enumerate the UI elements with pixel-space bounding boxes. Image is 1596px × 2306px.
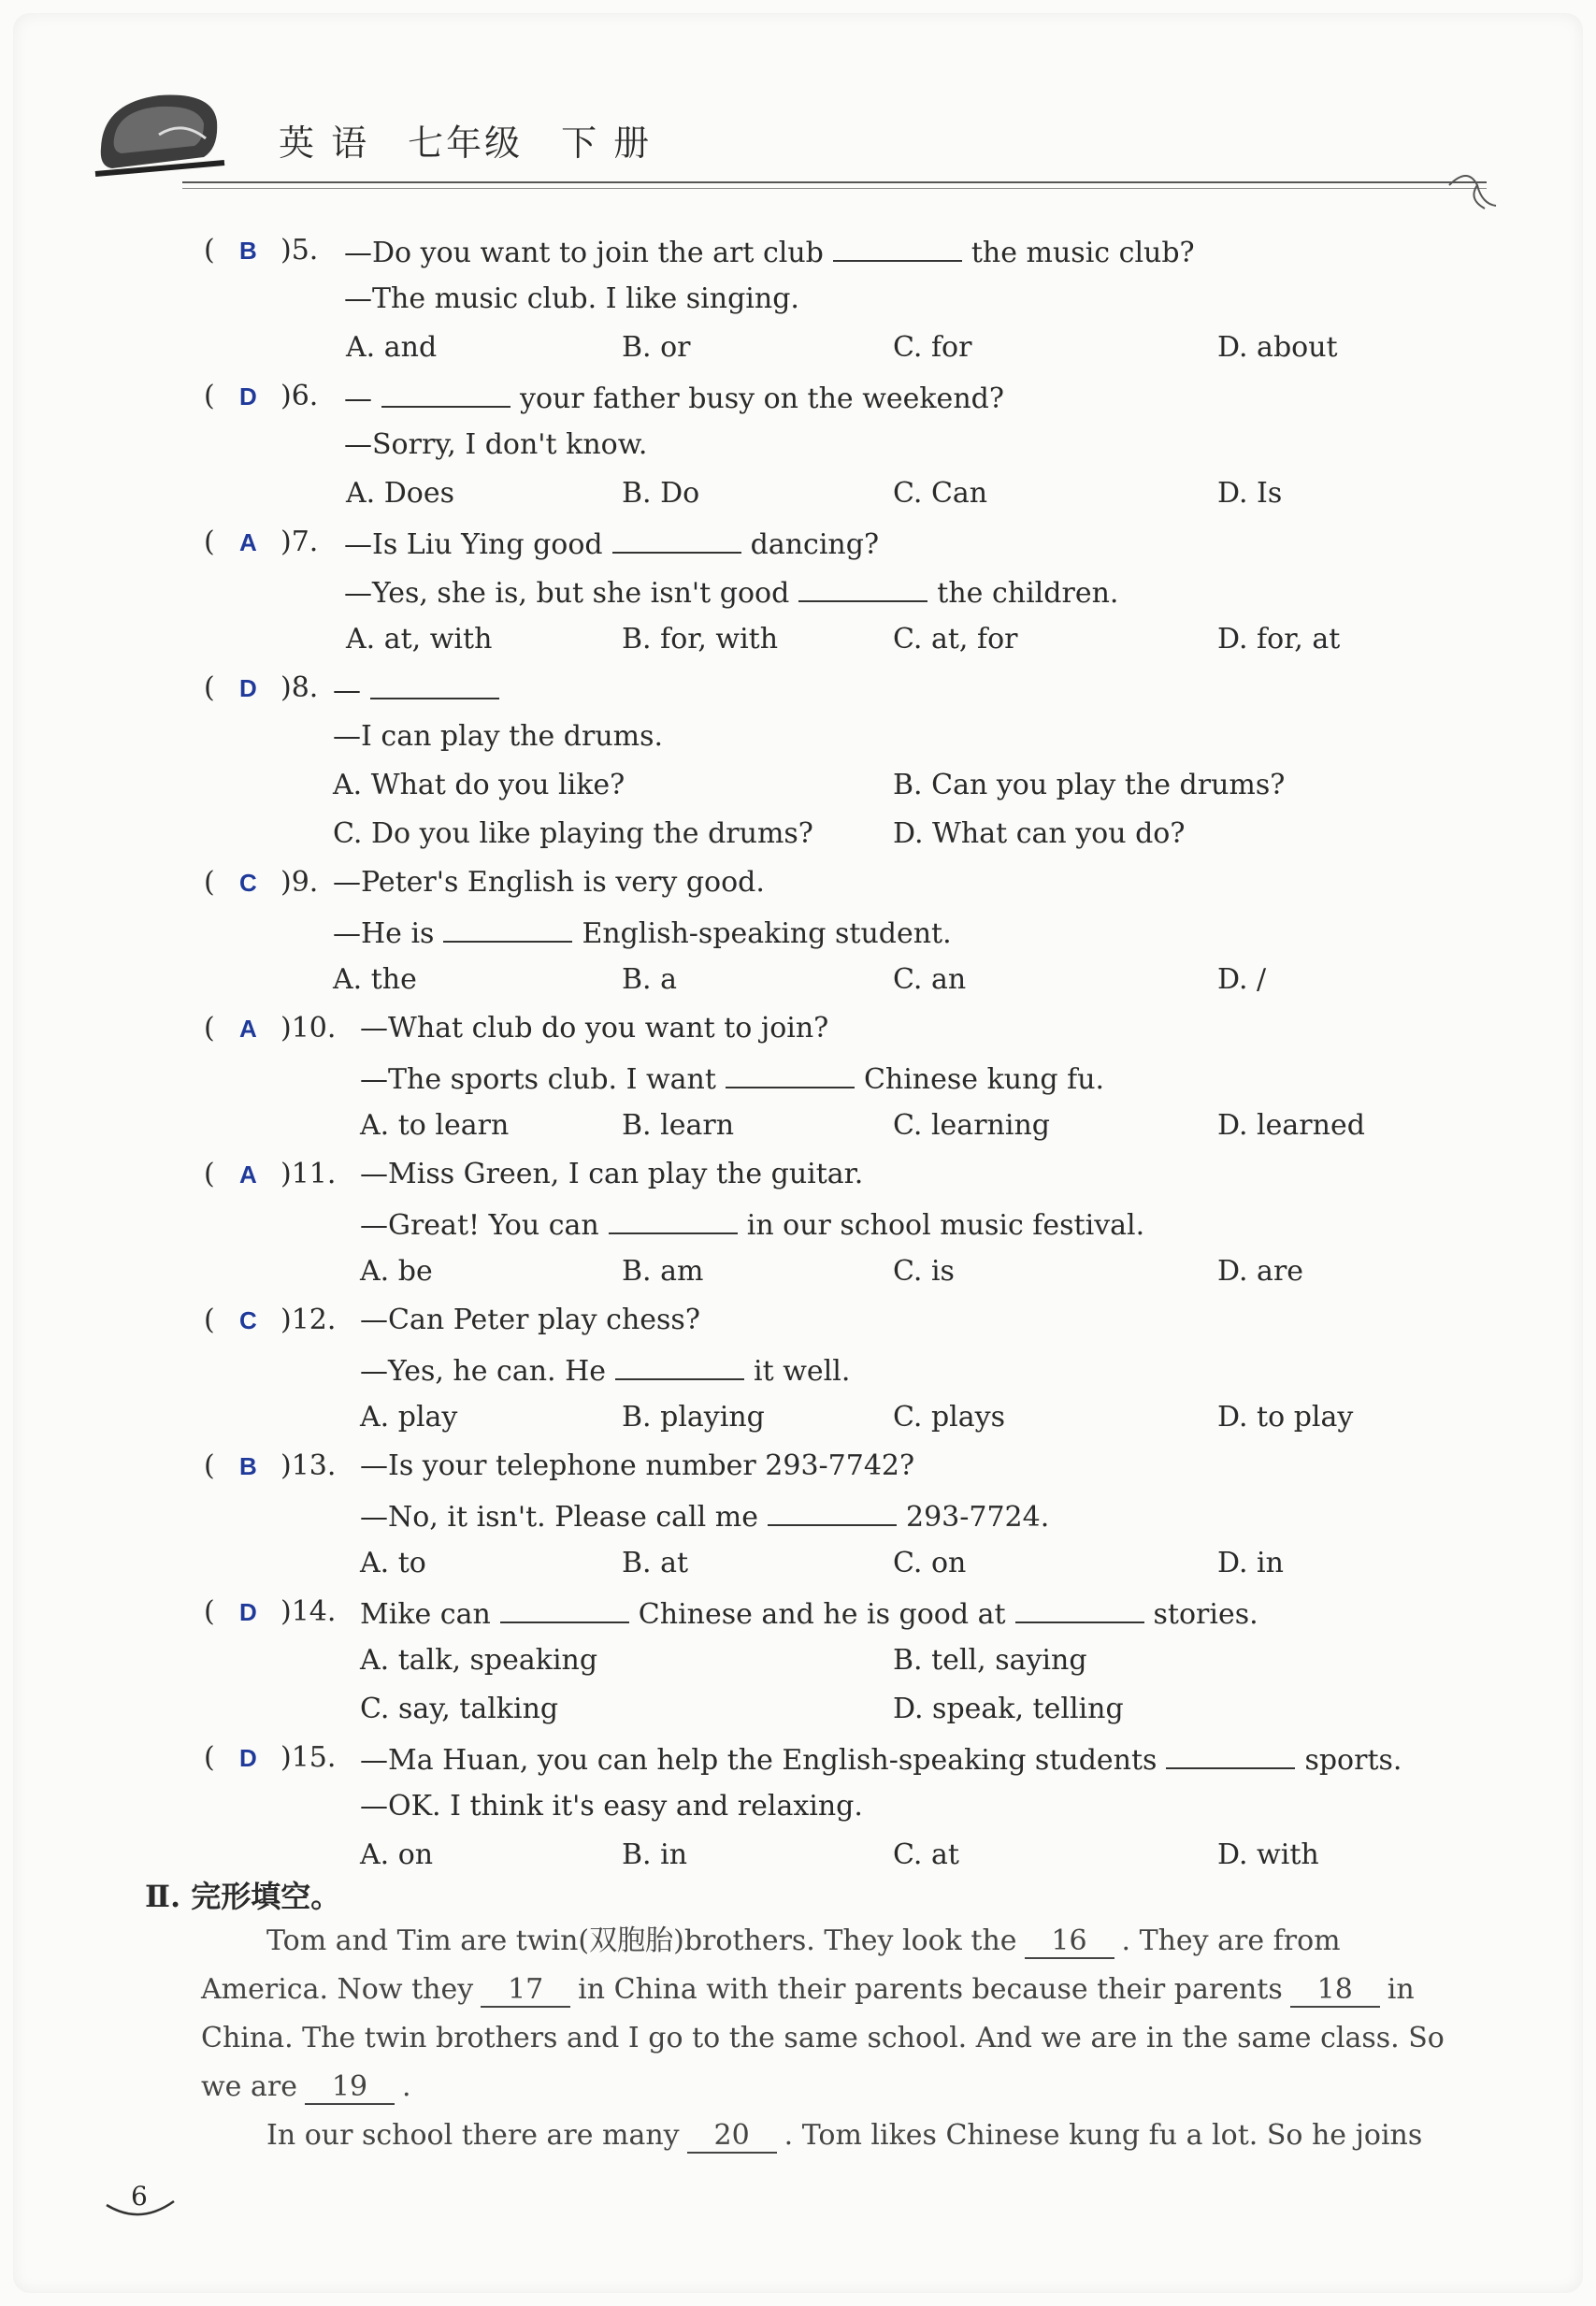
question-response: —I can play the drums. [333, 720, 664, 753]
question-response: —No, it isn't. Please call me 293-7724. [360, 1496, 1049, 1536]
answer-paren: ( [204, 1741, 215, 1774]
question-text: —What club do you want to join? [360, 1012, 829, 1045]
question-text: —Is Liu Ying good dancing? [344, 524, 879, 564]
option-c: C. learning [893, 1109, 1050, 1142]
answer-blank [381, 378, 510, 408]
option-c: C. at [893, 1838, 959, 1871]
question-response: —Yes, he can. He it well. [360, 1350, 850, 1391]
option-a: A. Does [346, 477, 455, 510]
option-d: D. / [1217, 963, 1267, 996]
answer-blank [370, 670, 499, 699]
question-number: )12. [280, 1304, 337, 1336]
answer-paren: ( [204, 1595, 215, 1628]
blank-20: 20 [687, 2120, 777, 2154]
question-number: )8. [280, 671, 319, 704]
answer-letter: A [239, 528, 257, 556]
answer-letter: B [239, 237, 257, 265]
question-text: —Miss Green, I can play the guitar. [360, 1158, 864, 1190]
answer-blank [726, 1059, 855, 1088]
question-text: Mike can Chinese and he is good at stories. [360, 1593, 1258, 1634]
section-title: Ⅱ. 完形填空。 [145, 1879, 341, 1914]
answer-letter: B [239, 1452, 257, 1480]
answer-paren: ( [204, 380, 215, 412]
blank-18: 18 [1290, 1974, 1380, 2008]
answer-letter: A [239, 1160, 257, 1189]
question-number: )14. [280, 1595, 337, 1628]
option-b: B. learn [622, 1109, 735, 1142]
option-a: A. play [360, 1401, 458, 1434]
answer-letter: C [239, 869, 257, 897]
option-a: A. at, with [346, 623, 493, 656]
answer-blank [615, 1350, 744, 1380]
option-d: D. about [1217, 331, 1338, 364]
option-d: D. for, at [1217, 623, 1341, 656]
answer-paren: ( [204, 1158, 215, 1190]
question-response: —He is English-speaking student. [333, 913, 952, 953]
option-c: C. Do you like playing the drums? [333, 817, 813, 850]
answer-letter: C [239, 1306, 257, 1334]
question-number: )10. [280, 1012, 337, 1045]
answer-blank [443, 913, 572, 943]
answer-letter: A [239, 1015, 257, 1043]
option-a: A. to learn [360, 1109, 510, 1142]
option-a: A. talk, speaking [360, 1644, 598, 1677]
question-number: )5. [280, 234, 319, 267]
answer-blank [1166, 1739, 1295, 1769]
answer-blank [768, 1496, 897, 1526]
passage-line-5: In our school there are many 20 . Tom likes Chinese kung fu a lot. So he joins [266, 2119, 1423, 2152]
answer-blank [798, 572, 927, 602]
option-d: D. are [1217, 1255, 1304, 1288]
option-c: C. is [893, 1255, 955, 1288]
option-b: B. for, with [622, 623, 779, 656]
option-b: B. Do [622, 477, 700, 510]
passage-line-1: Tom and Tim are twin(双胞胎)brothers. They look the 16 . They are from [266, 1924, 1341, 1957]
question-text: — your father busy on the weekend? [344, 378, 1004, 418]
question-response: —The music club. I like singing. [344, 282, 799, 315]
option-c: C. an [893, 963, 967, 996]
option-d: D. to play [1217, 1401, 1354, 1434]
question-response: —Great! You can in our school music festival. [360, 1204, 1144, 1245]
answer-blank [1015, 1593, 1144, 1623]
option-a: A. be [360, 1255, 433, 1288]
option-b: B. at [622, 1547, 689, 1579]
answer-blank [500, 1593, 629, 1623]
option-c: C. for [893, 331, 972, 364]
option-b: B. Can you play the drums? [893, 769, 1286, 801]
question-text: —Is your telephone number 293-7742? [360, 1449, 915, 1482]
answer-paren: ( [204, 234, 215, 267]
option-b: B. a [622, 963, 678, 996]
option-d: D. with [1217, 1838, 1319, 1871]
answer-letter: D [239, 1598, 257, 1626]
option-b: B. or [622, 331, 691, 364]
question-number: )7. [280, 526, 319, 558]
option-c: C. at, for [893, 623, 1018, 656]
option-b: B. am [622, 1255, 704, 1288]
blank-17: 17 [481, 1974, 570, 2008]
option-d: D. Is [1217, 477, 1283, 510]
answer-paren: ( [204, 1304, 215, 1336]
answer-letter: D [239, 382, 257, 411]
option-a: A. What do you like? [333, 769, 625, 801]
answer-paren: ( [204, 526, 215, 558]
option-b: B. in [622, 1838, 688, 1871]
question-number: )11. [280, 1158, 337, 1190]
option-a: A. to [360, 1547, 426, 1579]
question-response: —The sports club. I want Chinese kung fu. [360, 1059, 1104, 1099]
answer-blank [833, 232, 962, 262]
question-response: —OK. I think it's easy and relaxing. [360, 1790, 863, 1823]
option-a: A. and [346, 331, 438, 364]
option-d: D. learned [1217, 1109, 1365, 1142]
option-d: D. What can you do? [893, 817, 1186, 850]
answer-paren: ( [204, 671, 215, 704]
option-c: C. on [893, 1547, 967, 1579]
question-number: )13. [280, 1449, 337, 1482]
page-number: 6 [103, 2177, 178, 2224]
option-d: D. in [1217, 1547, 1284, 1579]
question-text: — [333, 670, 509, 710]
answer-paren: ( [204, 1449, 215, 1482]
question-number: )6. [280, 380, 319, 412]
answer-blank [612, 524, 741, 554]
blank-16: 16 [1025, 1925, 1114, 1959]
blank-19: 19 [305, 2071, 395, 2105]
question-number: )15. [280, 1741, 337, 1774]
answer-paren: ( [204, 866, 215, 899]
option-d: D. speak, telling [893, 1693, 1124, 1725]
option-b: B. tell, saying [893, 1644, 1087, 1677]
answer-letter: D [239, 1744, 257, 1772]
passage-line-3: China. The twin brothers and I go to the same school. And we are in the same class. So [201, 2022, 1445, 2054]
passage-line-4: we are 19 . [201, 2070, 411, 2103]
question-response: —Sorry, I don't know. [344, 428, 648, 461]
option-c: C. plays [893, 1401, 1005, 1434]
book-title: 英 语 七年级 下 册 [279, 123, 653, 164]
question-response: —Yes, she is, but she isn't good the children. [344, 572, 1118, 613]
option-a: A. on [360, 1838, 434, 1871]
answer-blank [609, 1204, 738, 1234]
question-text: —Peter's English is very good. [333, 866, 765, 899]
answer-paren: ( [204, 1012, 215, 1045]
question-text: —Ma Huan, you can help the English-speaking students sports. [360, 1739, 1402, 1780]
option-c: C. say, talking [360, 1693, 559, 1725]
option-a: A. the [333, 963, 417, 996]
question-number: )9. [280, 866, 319, 899]
passage-line-2: America. Now they 17 in China with their parents because their parents 18 in [201, 1973, 1415, 2006]
option-b: B. playing [622, 1401, 765, 1434]
question-text: —Can Peter play chess? [360, 1304, 700, 1336]
answer-letter: D [239, 674, 257, 702]
option-c: C. Can [893, 477, 988, 510]
question-text: —Do you want to join the art club the music club? [344, 232, 1195, 272]
